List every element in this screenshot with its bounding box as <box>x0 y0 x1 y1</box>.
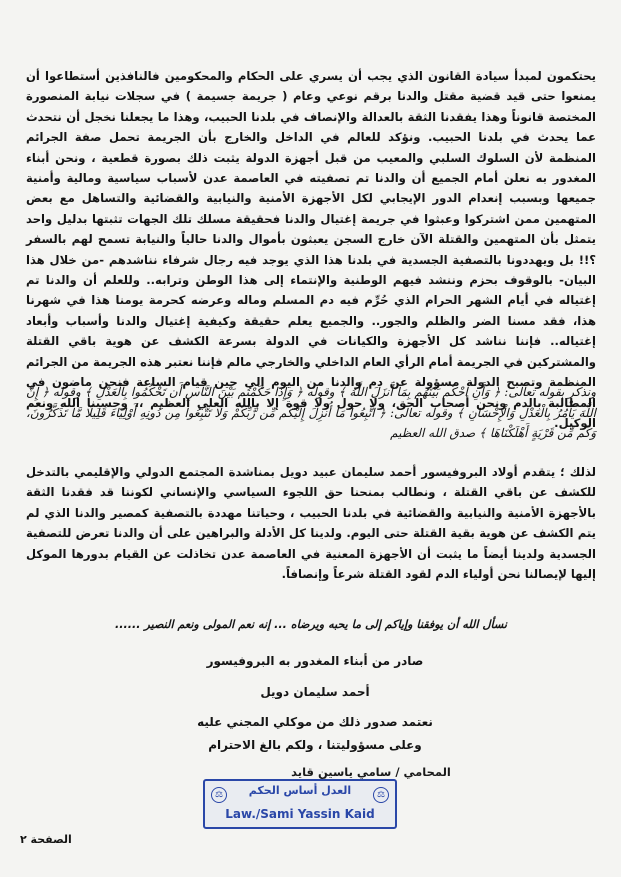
page-number: الصفحة ٢ <box>20 833 72 846</box>
scales-icon: ⚖ <box>211 787 227 803</box>
issued-by-line: صادر من أبناء المغدور به البروفيسور <box>206 654 424 668</box>
closing-prayer: نسأل الله أن يوفقنا وإياكم إلى ما يحبه ويرضاه ... إنه نعم المولى ونعم النصير ...... <box>115 618 507 631</box>
body-paragraph-1: يحتكمون لمبدأ سيادة القانون الذي يجب أن يسري على الحكام والمحكومين فالنافذين أستطاعوا أن يمنعوا حتى قيد قضية مقتل والدنا برقم نوعي وعام ( جريمة جسيمة ) في سجلات نيابة المنصورة المختصة قانوناً وهذا يفقدنا الثقة بالعدالة والإنصاف في بلدنا الحبيب، وهذا ما يجعلنا نخجل أن نتحدث عما يحدث في بلدنا الحبيب. ونؤكد للعالم في الداخل والخارج بأن الجريمة تحمل صفة الجرائم المنظمة لأن السلوك السلبي والمعيب من قبل أجهزة الدولة يثبت ذلك بصورة قطعية ، ونحن أبناء المغدور به نعلن أمام الجميع أن والدنا تم تصفيته في العاصمة عدن لأسباب سياسية ومالية وأمنية جميعها وبسبب إنعدام الدور الإيجابي لكل الأجهزة الأمنية والنيابية والقضائية والتساهل مع بعض المتهمين ممن اشتركوا وعبثوا في جريمة إغتيال والدنا فحقيقة مسلك تلك الجهات تثبتها بدليل واحد يتمثل بأن المتهمين والقتلة الآن خارج السجن يعبثون بأموال والدنا حالياً والنيابة تسمح لهم بالسفر ؟!! بل ويهددونا بالتصفية الجسدية في بلدنا هذا الذي يوجد فيه رجال شرفاء نناشدهم -من خلال هذا البيان- بالوقوف بحزم وننشد فيهم الوطنية والإنتماء إلى هذا الوطن وترابه.. وللعلم أن والدنا تم إغتياله في أيام الشهر الحرام الذي حُرِّم فيه دم المسلم وماله وعرضه كحرمة يومنا هذا في شهرنا هذا، فقد مسنا الضر والظلم والجور.. والجميع يعلم حقيقة وكيفية إغتيال والدنا وأسباب وأبعاد إغتياله.. فإننا نناشد كل الأجهزة والكيانات في الدولة بسرعة الكشف عن هوية باقي القتلة والمشتركين في الجريمة أمام الرأي العام الداخلي والخارجي مالم فإننا نعتبر هذه الجريمة من الجرائم المنظمة وتصبح الدولة مسؤولة عن دم والدنا من اليوم إلى حين قيام الساعة فنحن ماضون في المطالبة بالدم ونحن أصحاب الحق، ولا حول ولا قوة إلا بالله العلي العظيم ،، وحسبنا الله ونعم الوكيل. <box>25 69 596 430</box>
quran-verses-paragraph: ونذكر بقوله تعالى: ﴿ وَأَنِ احْكُم بَيْنَهُم بِمَا أَنزَلَ اللَّهُ ﴾ وقوله ﴿ وَإِذَا حَكَمْتُم بَيْنَ النَّاسِ أَن تَحْكُمُوا بِالْعَدْلِ ﴾ وقوله ﴿ إِنَّ اللَّهَ يَأْمُرُ بِالْعَدْلِ وَالْإِحْسَانِ ﴾ وقوله تعالى: ﴿ اتَّبِعُوا مَا أُنزِلَ إِلَيْكُم مِّن رَّبِّكُمْ وَلَا تَتَّبِعُوا مِن دُونِهِ أَوْلِيَاءَ قَلِيلًا مَّا تَذَكَّرُونَ، وَكَم مِّن قَرْيَةٍ أَهْلَكْنَاهَا ﴾ صدق الله العظيم <box>26 385 596 440</box>
body-paragraph-3: لذلك ؛ يتقدم أولاد البروفيسور أحمد سليمان عبيد دويل بمناشدة المجتمع الدولي والإقليمي بالتدخل للكشف عن باقي القتلة ، ونطالب بمنحنا حق اللجوء السياسي والإنساني لكوننا قد فقدنا الثقة بالأجهزة الأمنية والنيابية والقضائية في بلدنا الحبيب ، وحياتنا مهددة بالتصفية كمصير والدنا الذي لم يتم الكشف عن هوية بقية القتلة حتى اليوم. ولدينا كل الأدلة والبراهين على أن والدنا تعرض للتصفية الجسدية ولدينا أيضاً ما يثبت أن الأجهزة المعنية في العاصمة عدن تخاذلت عن القيام بدورها الموكل إليها لإيصالنا نحن أولياء الدم لقود القتلة شرعاً وإنصافاً. <box>26 465 596 582</box>
lawyer-title: المحامي / سامي ياسين قايد <box>291 765 451 779</box>
scales-icon: ⚖ <box>373 787 389 803</box>
signatory-name: أحمد سليمان دويل <box>260 685 370 699</box>
approval-line: نعتمد صدور ذلك من موكلي المجني عليه <box>197 715 433 729</box>
responsibility-line: وعلى مسؤوليتنا ، ولكم بالغ الاحترام <box>208 738 422 752</box>
stamp-arabic-text: العدل أساس الحكم <box>248 784 352 797</box>
stamp-english-text: Law./Sami Yassin Kaid <box>225 807 375 821</box>
official-stamp <box>203 779 397 829</box>
